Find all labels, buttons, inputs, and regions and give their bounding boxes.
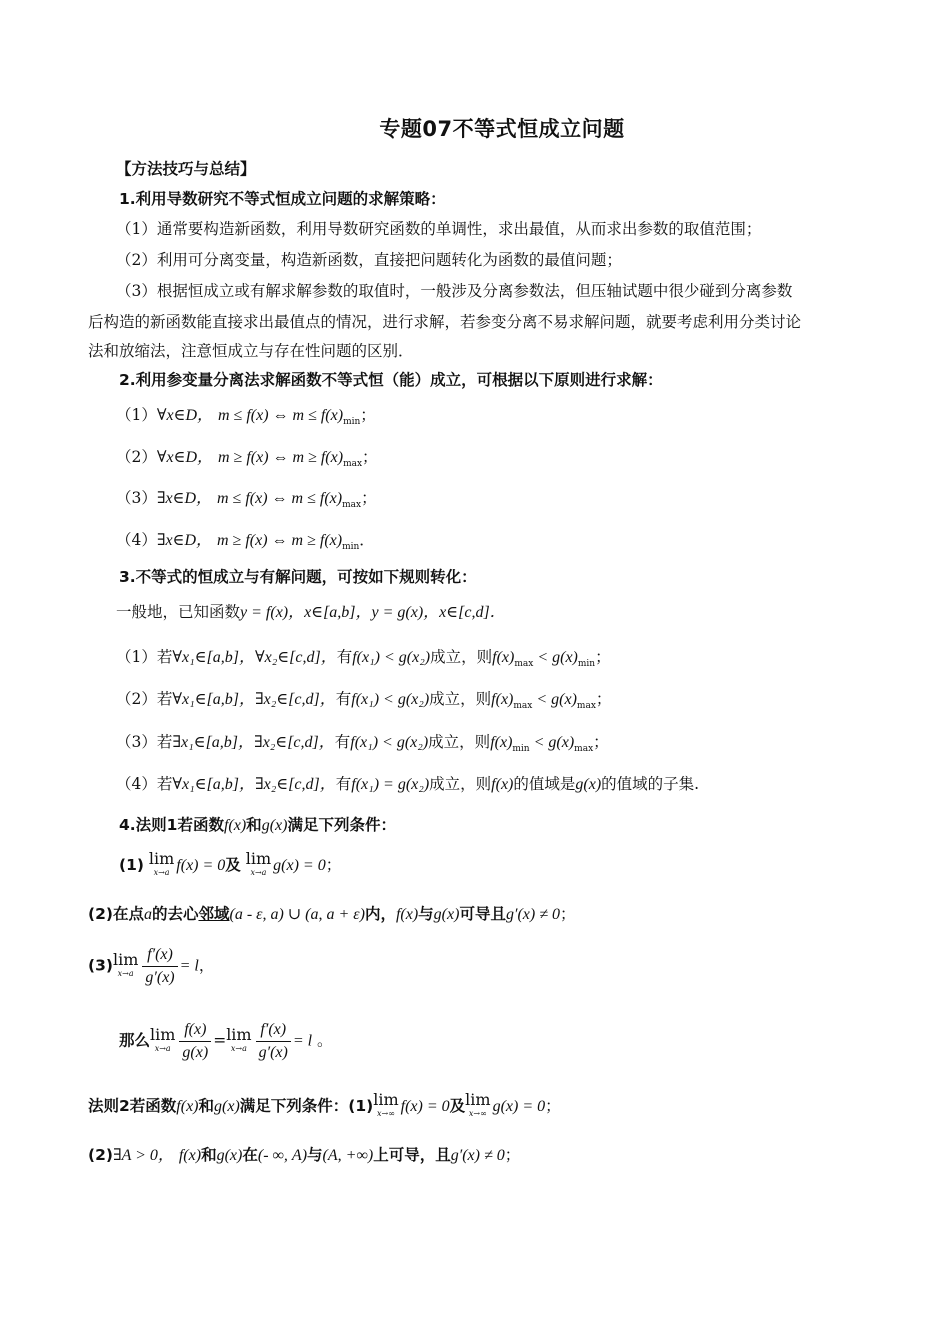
part3-rule: （1）若∀x₁∈[a,b]，∀x₂∈[c,d]，有f(x₁) < g(x₂)成立，则$f(x)_{max} < g(x)_{min}$； xyxy=(116,648,611,669)
part2-rule: （1）∀x∈D， m ≤ f(x) ⇔ $m \le f(x)_{min}$； xyxy=(116,406,376,427)
rule2-heading: 法则2若函数f(x)和g(x)满足下列条件：(1) lim x→∞ f(x) = 0及 lim x→∞ g(x) = 0； xyxy=(88,1093,561,1121)
rule1-condition-3: (3) lim x→a $\frac{f'(x)}{g'(x)}$ = l， xyxy=(88,946,215,986)
part2-heading: 2.利用参变量分离法求解函数不等式恒（能）成立，可根据以下原则进行求解： xyxy=(119,371,663,389)
rule1-conclusion: 那么 lim x→a $\frac{f(x)}{g(x)}$ = lim x→a $\frac{f'(x)}{g'(x)}$ = l 。 xyxy=(119,1021,333,1061)
rule1-condition-2: (2)在点a的去心邻域(a - ε, a) ∪ (a, a + ε)内，f(x)与g(x)可导且g′(x) ≠ 0； xyxy=(88,905,576,923)
part3-heading: 3.不等式的恒成立与有解问题，可按如下规则转化： xyxy=(119,568,477,586)
part1-item3-line3: 法和放缩法，注意恒成立与存在性问题的区别． xyxy=(88,342,414,360)
limit-operator: lim x→a xyxy=(150,1024,176,1053)
part1-item1: （1）通常要构造新函数，利用导数研究函数的单调性，求出最值，从而求出参数的取值范围； xyxy=(116,220,762,238)
part1-item3-line2: 后构造的新函数能直接求出最值点的情况，进行求解，若参变分离不易求解问题，就要考虑利用分类讨论 xyxy=(88,313,802,331)
fraction: $\frac{f(x)}{g(x)}$ xyxy=(179,1020,211,1063)
section-header: 【方法技巧与总结】 xyxy=(116,160,256,178)
page-title: 专题07不等式恒成立问题 xyxy=(379,117,625,141)
part2-rule: （4）∃x∈D， m ≥ f(x) ⇔ $m \ge f(x)_{min}$． xyxy=(116,531,375,552)
part2-rule: （2）∀x∈D， m ≥ f(x) ⇔ $m \ge f(x)_{max}$； xyxy=(116,448,378,469)
limit-operator: lim x→∞ xyxy=(465,1090,491,1118)
limit-operator: lim x→a xyxy=(245,849,272,877)
rule1-condition-1: (1) lim x→a f(x) = 0及 lim x→a g(x) = 0； xyxy=(119,852,341,880)
part1-item3-line1: （3）根据恒成立或有解求解参数的取值时，一般涉及分离参数法，但压轴试题中很少碰到分离参数 xyxy=(116,282,793,300)
part3-rule-4: （4）若∀x₁∈[a,b]，∃x₂∈[c,d]，有f(x₁) = g(x₂)成立，则f(x)的值域是g(x)的值域的子集. xyxy=(116,775,700,793)
limit-operator: lim x→∞ xyxy=(373,1090,399,1118)
rule1-heading: 4.法则1若函数f(x)和g(x)满足下列条件： xyxy=(119,816,396,834)
fraction: $\frac{f'(x)}{g'(x)}$ xyxy=(256,1020,291,1063)
neighborhood-link: 邻域 xyxy=(198,905,230,923)
limit-operator: lim x→a xyxy=(112,949,139,978)
part3-intro: 一般地，已知函数y = f(x)，x∈[a,b]，y = g(x)，x∈[c,d]． xyxy=(116,603,506,621)
part3-rule: （2）若∀x₁∈[a,b]，∃x₂∈[c,d]，有f(x₁) < g(x₂)成立，则$f(x)_{max} < g(x)_{max}$； xyxy=(116,690,612,711)
part1-item2: （2）利用可分离变量，构造新函数，直接把问题转化为函数的最值问题； xyxy=(116,251,622,269)
fraction: $\frac{f'(x)}{g'(x)}$ xyxy=(142,945,177,988)
part3-rule: （3）若∃x₁∈[a,b]，∃x₂∈[c,d]，有f(x₁) < g(x₂)成立，则$f(x)_{min} < g(x)_{max}$； xyxy=(116,733,609,754)
limit-operator: lim x→a xyxy=(148,849,175,877)
part2-rule: （3）∃x∈D， m ≤ f(x) ⇔ $m \le f(x)_{max}$； xyxy=(116,489,377,510)
rule2-condition-2: (2)∃A > 0， f(x)和g(x)在(- ∞, A)与(A, +∞)上可导，且g′(x) ≠ 0； xyxy=(88,1146,521,1164)
limit-operator: lim x→a xyxy=(226,1024,252,1053)
part1-heading: 1.利用导数研究不等式恒成立问题的求解策略： xyxy=(119,190,446,208)
